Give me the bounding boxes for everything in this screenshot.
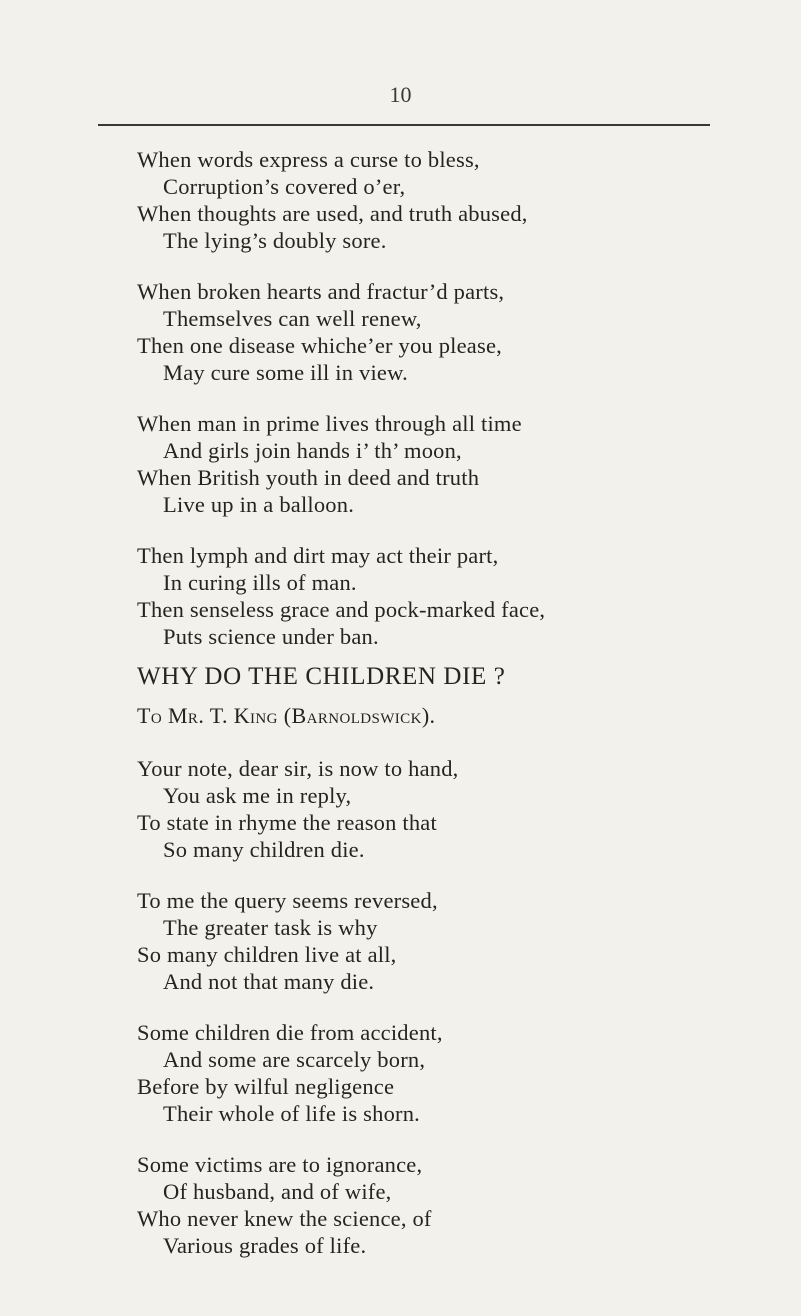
poem-line: Then lymph and dirt may act their part, bbox=[137, 543, 499, 568]
poem-line: Some victims are to ignorance, bbox=[137, 1152, 423, 1177]
poem-title: WHY DO THE CHILDREN DIE ? bbox=[137, 663, 506, 690]
poem-line: And some are scarcely born, bbox=[163, 1047, 426, 1072]
poem-line: To state in rhyme the reason that bbox=[137, 810, 437, 835]
poem-line: When man in prime lives through all time bbox=[137, 411, 522, 436]
poem-line: To me the query seems reversed, bbox=[137, 888, 438, 913]
poem-line: The lying’s doubly sore. bbox=[163, 228, 387, 253]
poem-line: In curing ills of man. bbox=[163, 570, 357, 595]
poem-line: Some children die from accident, bbox=[137, 1020, 443, 1045]
page-number: 10 bbox=[389, 82, 412, 107]
poem-line: Their whole of life is shorn. bbox=[163, 1101, 420, 1126]
poem-line: When thoughts are used, and truth abused, bbox=[137, 201, 528, 226]
poem-line: Corruption’s covered o’er, bbox=[163, 174, 406, 199]
poem-line: And girls join hands i’ th’ moon, bbox=[163, 438, 462, 463]
poem-line: When words express a curse to bless, bbox=[137, 147, 480, 172]
poem-line: So many children live at all, bbox=[137, 942, 397, 967]
poem-line: And not that many die. bbox=[163, 969, 375, 994]
poem-line: You ask me in reply, bbox=[163, 783, 352, 808]
poem-line: Of husband, and of wife, bbox=[163, 1179, 392, 1204]
poem-line: Before by wilful negligence bbox=[137, 1074, 395, 1099]
poem-line: May cure some ill in view. bbox=[163, 360, 408, 385]
poem-line: Then senseless grace and pock-marked face, bbox=[137, 597, 546, 622]
poem-line: Live up in a balloon. bbox=[163, 492, 355, 517]
header-rule bbox=[98, 124, 710, 126]
poem-dedication: To Mr. T. King (Barnoldswick). bbox=[137, 703, 436, 728]
poem-line: Who never knew the science, of bbox=[137, 1206, 432, 1231]
poem-line: When broken hearts and fractur’d parts, bbox=[137, 279, 505, 304]
poem-line: So many children die. bbox=[163, 837, 365, 862]
poem-line: The greater task is why bbox=[163, 915, 378, 940]
poem-line: Themselves can well renew, bbox=[163, 306, 422, 331]
poem-line: When British youth in deed and truth bbox=[137, 465, 480, 490]
poem-line: Puts science under ban. bbox=[163, 624, 379, 649]
poem-line: Your note, dear sir, is now to hand, bbox=[137, 756, 459, 781]
poem-line: Then one disease whiche’er you please, bbox=[137, 333, 502, 358]
poem-line: Various grades of life. bbox=[163, 1233, 367, 1258]
